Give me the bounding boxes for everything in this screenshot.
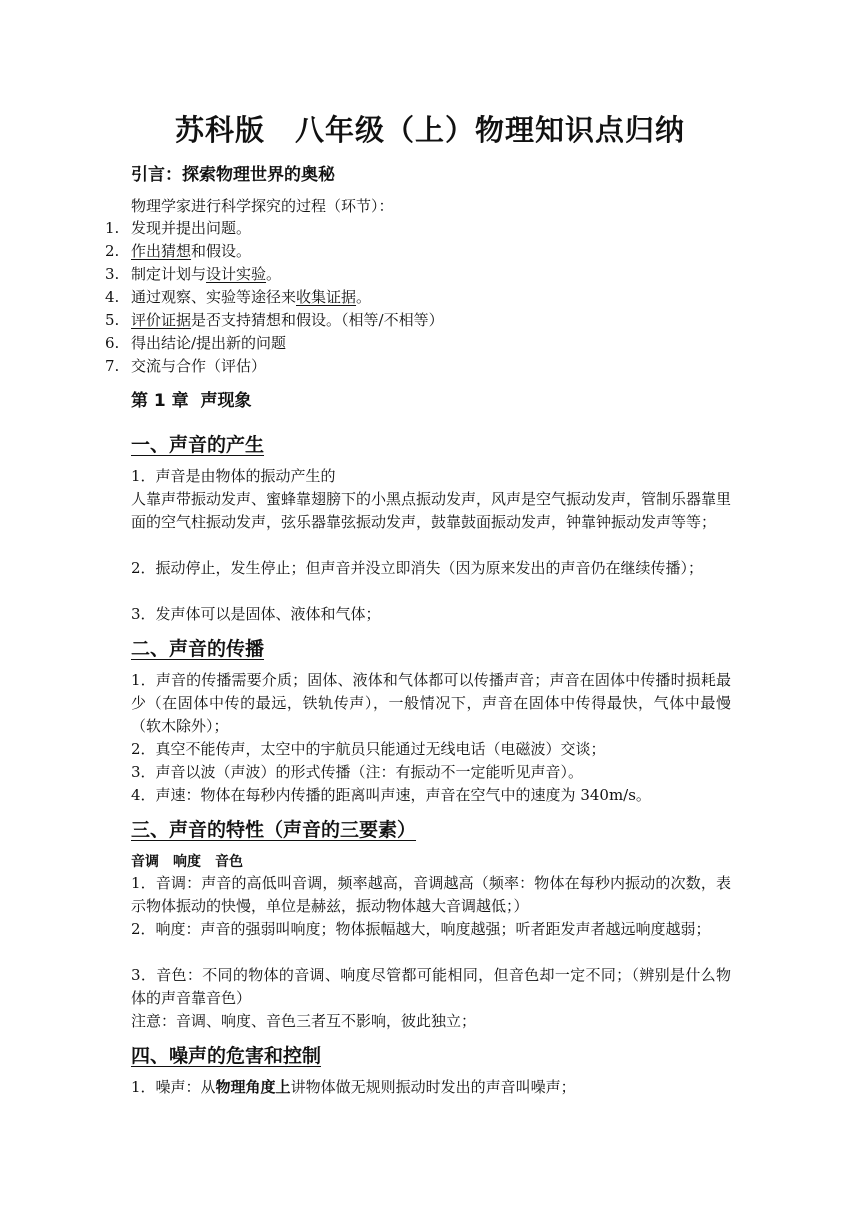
paragraph: 2．响度：声音的强弱叫响度；物体振幅越大，响度越强；听者距发声者越远响度越弱； — [131, 920, 711, 938]
intro-lead: 物理学家进行科学探究的过程（环节）： — [131, 197, 394, 215]
section-heading: 一、声音的产生 — [131, 434, 265, 456]
list-item: 2. 作出猜想和假设。 — [105, 242, 252, 260]
chapter-heading: 第 1 章 声现象 — [131, 391, 252, 411]
paragraph: 2．振动停止，发生停止；但声音并没立即消失（因为原来发出的声音仍在继续传播）； — [131, 559, 704, 577]
intro-steps-list — [105, 217, 444, 378]
list-item: 3. 制定计划与设计实验。 — [105, 265, 282, 283]
document-title: 苏科版 八年级（上）物理知识点归纳 — [174, 113, 685, 147]
paragraph: 3．声音以波（声波）的形式传播（注：有振动不一定能听见声音）。 — [131, 763, 584, 781]
section-heading: 四、噪声的危害和控制 — [131, 1045, 322, 1067]
paragraph: 1．声音是由物体的振动产生的 — [131, 467, 336, 485]
paragraph: 4．声速：物体在每秒内传播的距离叫声速，声音在空气中的速度为 340m/s。 — [131, 786, 651, 804]
list-item: 4. 通过观察、实验等途径来收集证据。 — [105, 288, 372, 306]
list-item: 7. 交流与合作（评估） — [105, 357, 267, 375]
paragraph: 3．音色：不同的物体的音调、响度尽管都可能相同，但音色却一定不同；（辨别是什么物体的声音靠音色） — [131, 966, 731, 1007]
paragraph: 人靠声带振动发声、蜜蜂靠翅膀下的小黑点振动发声，风声是空气振动发声，管制乐器靠里面的空气柱振动发声，弦乐器靠弦振动发声，鼓靠鼓面振动发声，钟靠钟振动发声等等； — [131, 490, 732, 531]
paragraph: 2．真空不能传声，太空中的宇航员只能通过无线电话（电磁波）交谈； — [131, 740, 606, 758]
paragraph: 1．声音的传播需要介质；固体、液体和气体都可以传播声音；声音在固体中传播时损耗最少（在固体中传的最远，铁轨传声），一般情况下，声音在固体中传得最快，气体中最慢（软木除外）； — [131, 671, 731, 735]
section-heading: 二、声音的传播 — [131, 638, 265, 660]
list-item: 5. 评价证据是否支持猜想和假设。（相等/不相等） — [105, 311, 444, 329]
paragraph: 注意：音调、响度、音色三者互不影响，彼此独立； — [131, 1012, 477, 1030]
paragraph: 1．音调：声音的高低叫音调，频率越高，音调越高（频率：物体在每秒内振动的次数，表示物体振动的快慢，单位是赫兹，振动物体越大音调越低；） — [131, 874, 731, 915]
list-item: 6. 得出结论/提出新的问题 — [105, 334, 287, 352]
section-heading: 三、声音的特性（声音的三要素） — [131, 819, 417, 841]
subheading: 音调 响度 音色 — [131, 854, 243, 870]
list-item: 1. 发现并提出问题。 — [105, 219, 252, 237]
intro-heading: 引言：探索物理世界的奥秘 — [131, 165, 335, 185]
paragraph: 1．噪声：从物理角度上讲物体做无规则振动时发出的声音叫噪声； — [131, 1078, 576, 1096]
paragraph: 3．发声体可以是固体、液体和气体； — [131, 605, 381, 623]
